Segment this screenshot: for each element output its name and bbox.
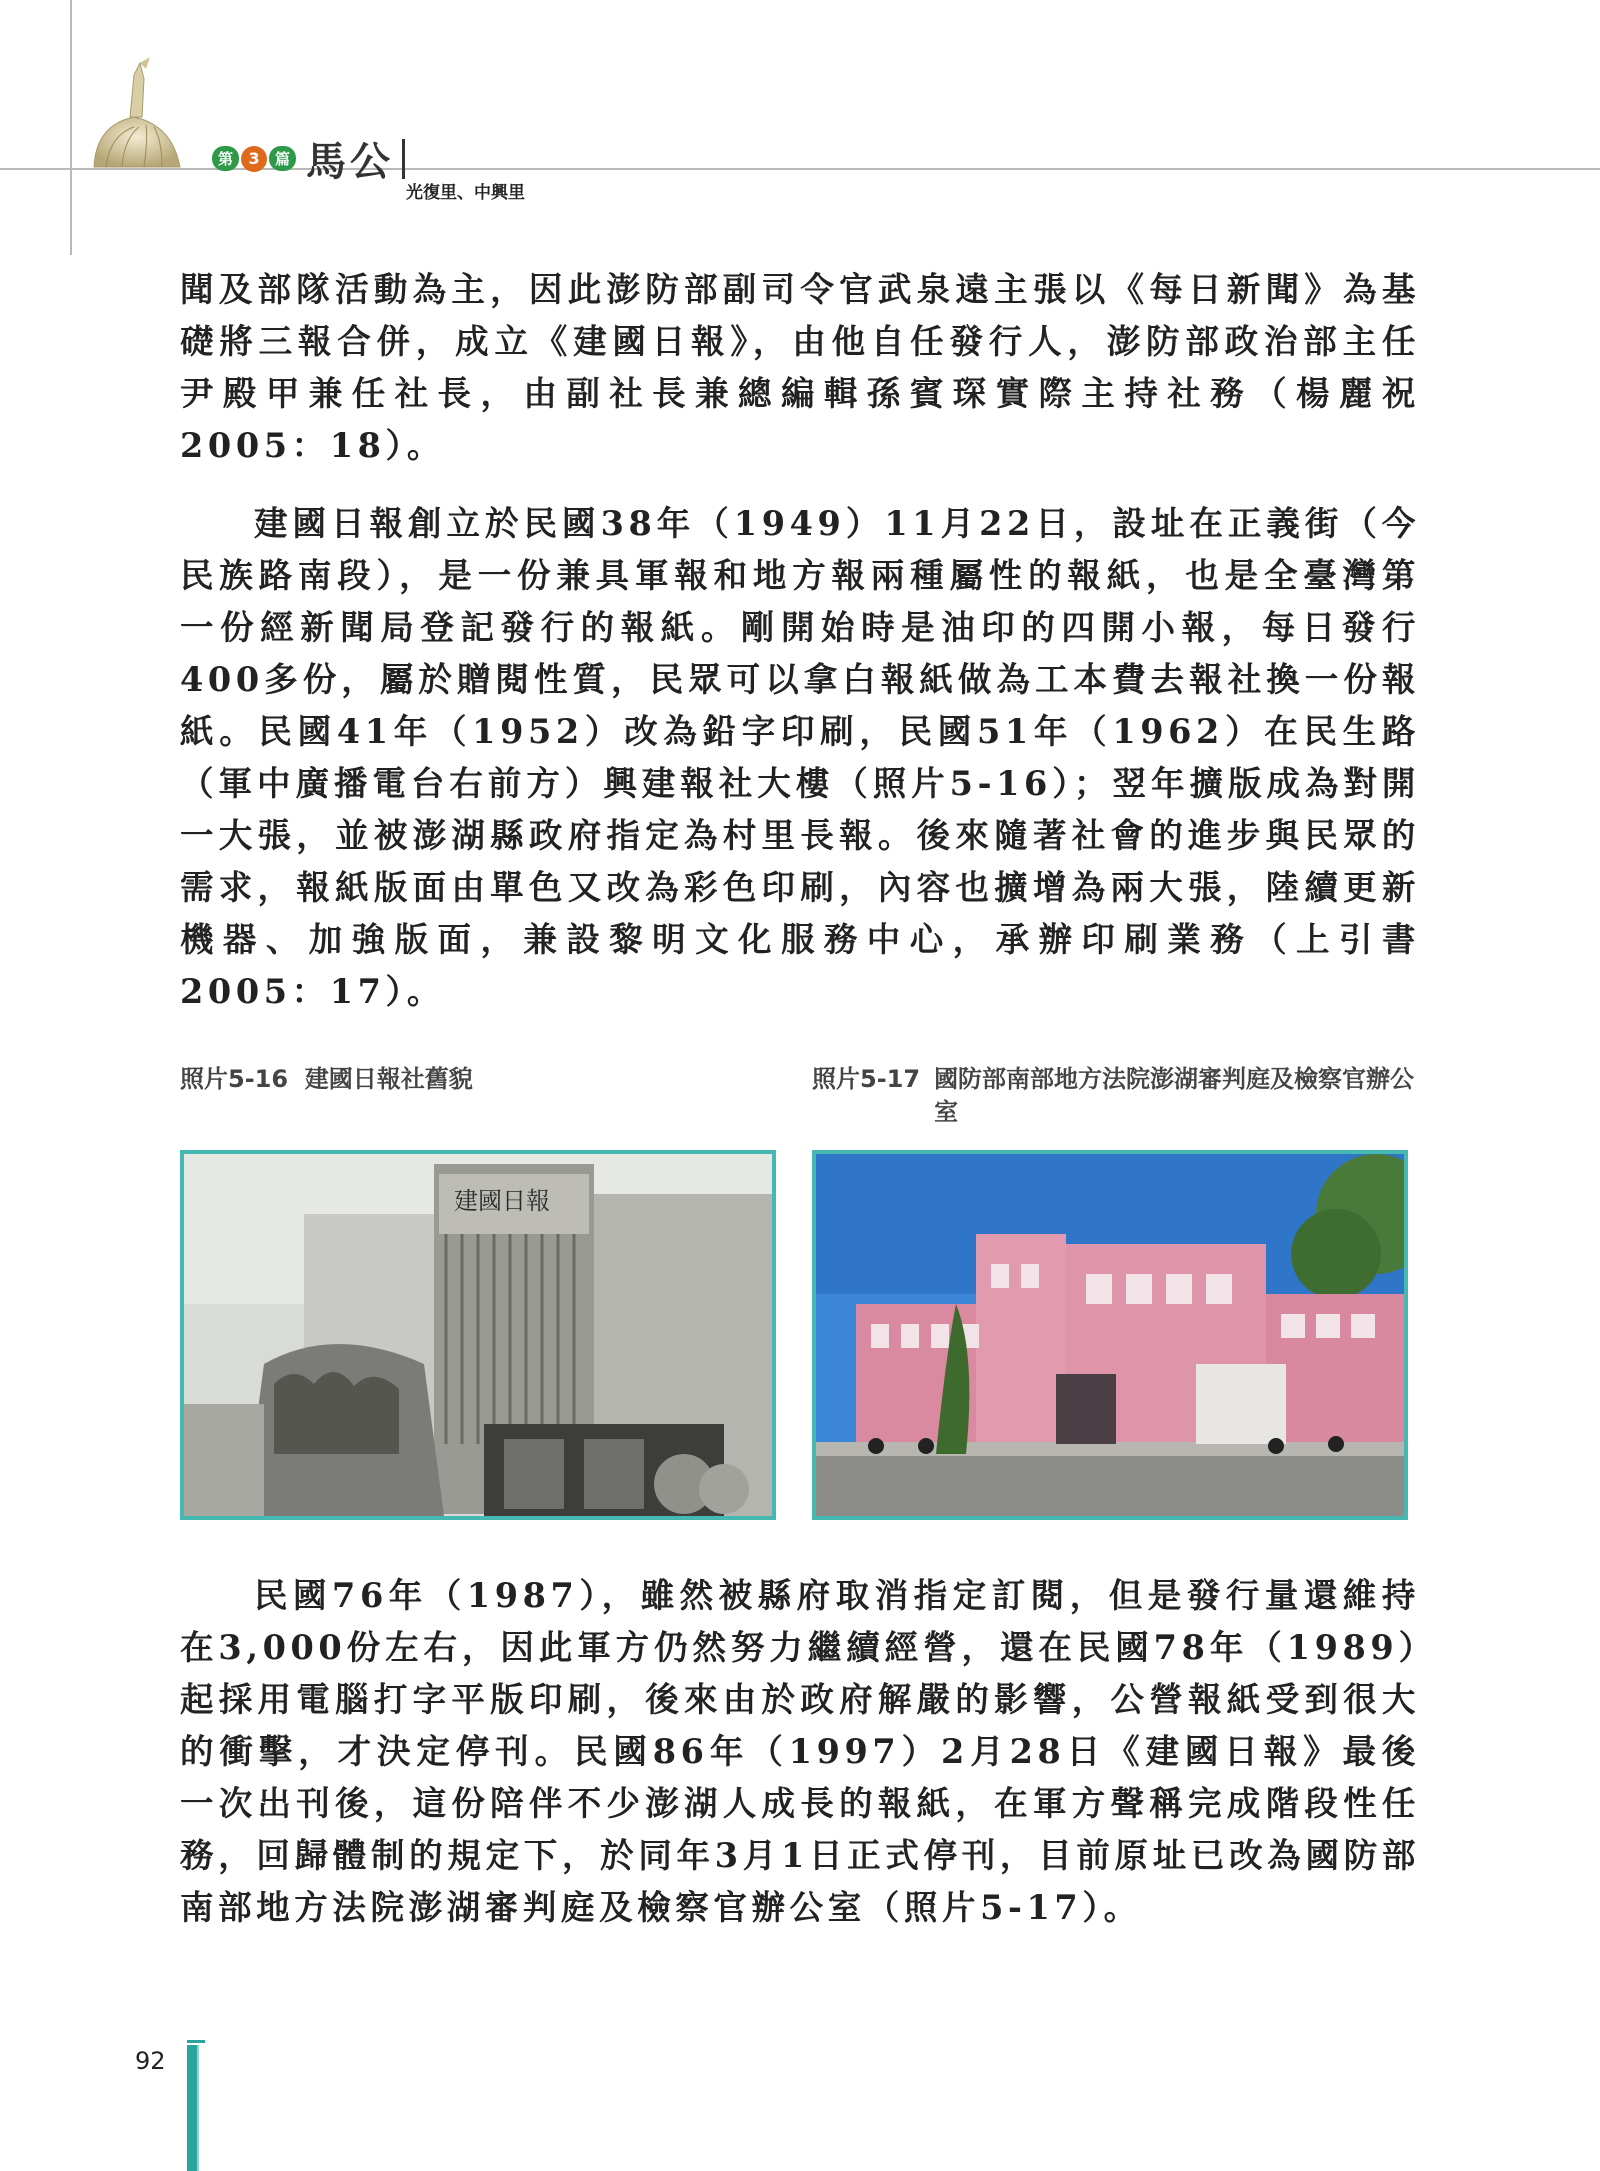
building-bw-image [184,1154,772,1516]
chapter-number: 3 [241,146,267,172]
chapter-name: 馬公 [306,138,395,185]
chapter-heading [212,130,405,187]
court-building-image [816,1154,1404,1516]
building-sign-text: 建國日報 [454,1187,550,1215]
photo-court-building [812,1150,1408,1520]
paragraph-3: 民國76年（1987），雖然被縣府取消指定訂閱，但是發行量還維持在3,000份左右，因此軍方仍然努力繼續經營，還在民國78年（1989）起採用電腦打字平版印刷，後來由於政府解嚴的影響，公營報紙受到很大的衝擊，才決定停刊。民國86年（1997）2月28日《建國日報》最後一次出刊後，這份陪伴不少澎湖人成長的報紙，在軍方聲稱完成階段性任務，回歸體制的規定下，於同年3月1日正式停刊，目前原址已改為國防部南部地方法院澎湖審判庭及檢察官辦公室（照片5-17）。 [180,1576,1420,1927]
page-number: 92 [135,2047,166,2075]
chapter-badge: 第 [212,146,239,171]
photo-caption-1 [180,1063,473,1096]
chapter-divider [402,139,405,179]
photo-caption-2 [812,1063,1422,1129]
photo-title-2: 國防部南部地方法院澎湖審判庭及檢察官辦公室 [934,1065,1415,1126]
footer-accent-tick [187,2040,205,2043]
photo-newspaper-building [180,1150,776,1520]
paragraph-1: 聞及部隊活動為主，因此澎防部副司令官武泉遠主張以《每日新聞》為基礎將三報合併，成立《建國日報》，由他自任發行人，澎防部政治部主任尹殿甲兼任社長，由副社長兼總編輯孫賓琛實際主持社務（楊麗祝2005：18）。 [180,270,1420,465]
chapter-suffix: 篇 [269,146,296,171]
header-vertical-rule [70,0,72,255]
chapter-subtitle: 光復里、中興里 [406,183,525,203]
footer-accent-bar [187,2045,197,2171]
footer-accent-bar-light [197,2045,199,2171]
paragraph-2: 建國日報創立於民國38年（1949）11月22日，設址在正義街（今民族路南段），是一份兼具軍報和地方報兩種屬性的報紙，也是全臺灣第一份經新聞局登記發行的報紙。剛開始時是油印的四開小報，每日發行400多份，屬於贈閱性質，民眾可以拿白報紙做為工本費去報社換一份報紙。民國41年（1952）改為鉛字印刷，民國51年（1962）在民生路（軍中廣播電台右前方）興建報社大樓（照片5-16）；翌年擴版成為對開一大張，並被澎湖縣政府指定為村里長報。後來隨著社會的進步與民眾的需求，報紙版面由單色又改為彩色印刷，內容也擴增為兩大張，陸續更新機器、加強版面，兼設黎明文化服務中心，承辦印刷業務（上引書 2005：17）。 [180,504,1420,1011]
photo-id-2: 照片5-17 [812,1065,921,1093]
tower-emblem-icon [84,55,194,170]
photo-title-1: 建國日報社舊貌 [304,1065,473,1093]
photo-id-1: 照片5-16 [180,1065,289,1093]
